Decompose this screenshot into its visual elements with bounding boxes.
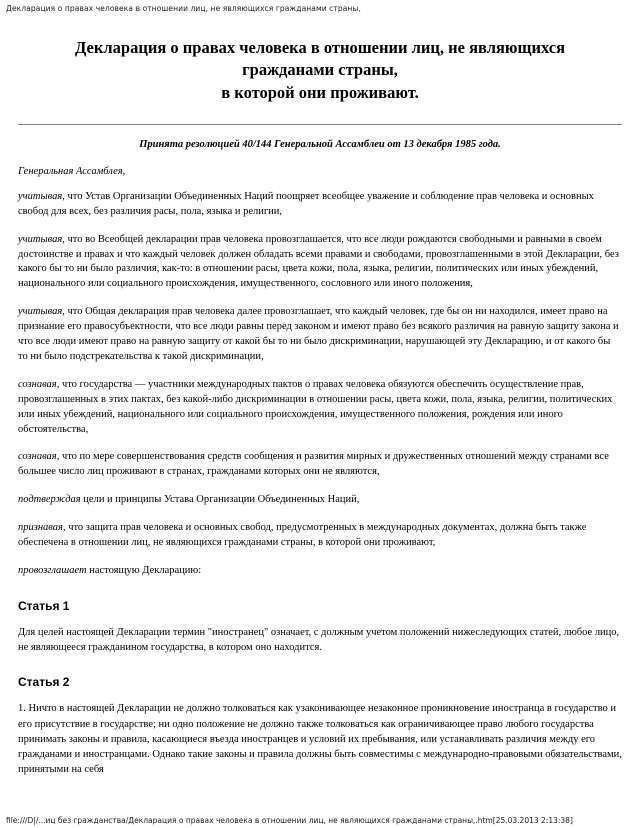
preamble-lead: учитывая — [18, 190, 63, 202]
page-title — [40, 37, 600, 104]
preamble-text: , что государства — участники международных пактов о правах человека обязуются обеспечить осуществление прав, провозглашенных в этих пактах, без какой-либо дискриминации в отношении расы, цвета кожи, пола, языка, религии, политических или иных убеждений, национального или социального происхождения, имущественного положения, рождения или иного обстоятельства, — [18, 378, 613, 435]
preamble-text: , что по мере совершенствования средств сообщения и развития мирных и дружественных отношений между странами все большее число лиц проживают в странах, гражданами которых они не являются, — [18, 451, 609, 478]
article-heading-1: Статья 1 — [18, 598, 70, 613]
preamble-text: цели и принципы Устава Организации Объединенных Наций, — [80, 494, 360, 506]
assembly-line: Генеральная Ассамблея, — [18, 165, 126, 177]
adoption-note: Принята резолюцией 40/144 Генеральной Ассамблеи от 13 декабря 1985 года. — [139, 138, 501, 150]
preamble-text: , что Общая декларация прав человека далее провозглашает, что каждый человек, где бы он ни находился, имеет право на признание его правосубъектности, что все люди равны перед законом и имеют право без всякого различия на равную защиту закона и что все люди имеют право на равную защиту от какой бы то ни было дискриминации, нарушающей эту Декларацию, и от какого бы то ни было подстрекательства к такой дискриминации, — [18, 306, 619, 362]
preamble-lead: сознавая — [18, 451, 57, 463]
preamble-paragraph — [18, 305, 622, 365]
preamble-text: , что защита прав человека и основных свобод, предусмотренных в международных документах, должна быть также обеспечена в отношении лиц, не являющихся гражданами страны, в которой они проживают, — [18, 522, 587, 549]
preamble-lead: учитывая — [18, 233, 63, 245]
status-bar: file:///D|/...иц без гражданства/Декларация о правах человека в отношении лиц, не являющихся гражданами страны,.htm[25.03.2013 2:13:38] — [6, 816, 573, 825]
page-title-line-2: гражданами страны, — [242, 60, 398, 80]
page-title-line-1: Декларация о правах человека в отношении лиц, не являющихся — [75, 38, 565, 57]
browser-header-title: Декларация о правах человека в отношении лиц, не являющихся гражданами страны, — [6, 4, 361, 13]
document-content — [0, 13, 640, 777]
preamble-paragraph — [18, 521, 622, 551]
preamble-lead: подтверждая — [18, 494, 81, 506]
preamble-lead: признавая — [18, 522, 63, 534]
preamble-paragraph — [18, 564, 622, 579]
article-body-2: 1. Ничто в настоящей Декларации не должно толковаться как узаконивающее незаконное проникновение иностранца в государство и его присутствие в государстве; ни одно положение не должно также толковаться как ограничивающее право любого государства принимать законы и правила, касающиеся въезда иностранцев и условий их пребывания, или устанавливать различия между его гражданами и иностранцами. Однако такие законы и правила должны быть совместимы с международно-правовыми обязательствами, принятыми на себя — [18, 703, 622, 776]
preamble-lead: учитывая — [18, 306, 63, 318]
article-body-1: Для целей настоящей Декларации термин "иностранец" означает, с должным учетом положений нижеследующих статей, любое лицо, не являющееся гражданином государства, в котором оно находится. — [18, 626, 620, 654]
preamble-text: , что во Всеобщей декларации прав человека провозглашается, что все люди рождаются свободными и равными в своем достоинстве и правах и что каждый человек должен обладать всеми правами и свободами, провозглашенными в этой Декларации, без какого бы то ни было различия, как-то: в отношении расы, цвета кожи, пола, языка, религии, политических или иных убеждений, национального или социального происхождения, имущественного, сословного или иного положения, — [18, 233, 619, 290]
preamble-lead: провозглашает — [18, 565, 87, 577]
preamble-paragraph — [18, 233, 622, 293]
preamble-lead: сознавая — [18, 378, 57, 390]
preamble-paragraph — [18, 493, 622, 508]
preamble-paragraph — [18, 378, 622, 438]
preamble-text: настоящую Декларацию: — [86, 565, 202, 577]
preamble-paragraph — [18, 450, 622, 480]
title-divider — [18, 124, 622, 125]
preamble-text: , что Устав Организации Объединенных Наций поощряет всеобщее уважение и соблюдение прав человека и основных свобод для всех, без различия расы, пола, языка и религии, — [18, 190, 594, 217]
preamble-paragraph — [18, 190, 622, 220]
article-heading-2: Статья 2 — [18, 675, 70, 690]
page-title-line-3: в которой они проживают. — [221, 82, 419, 102]
